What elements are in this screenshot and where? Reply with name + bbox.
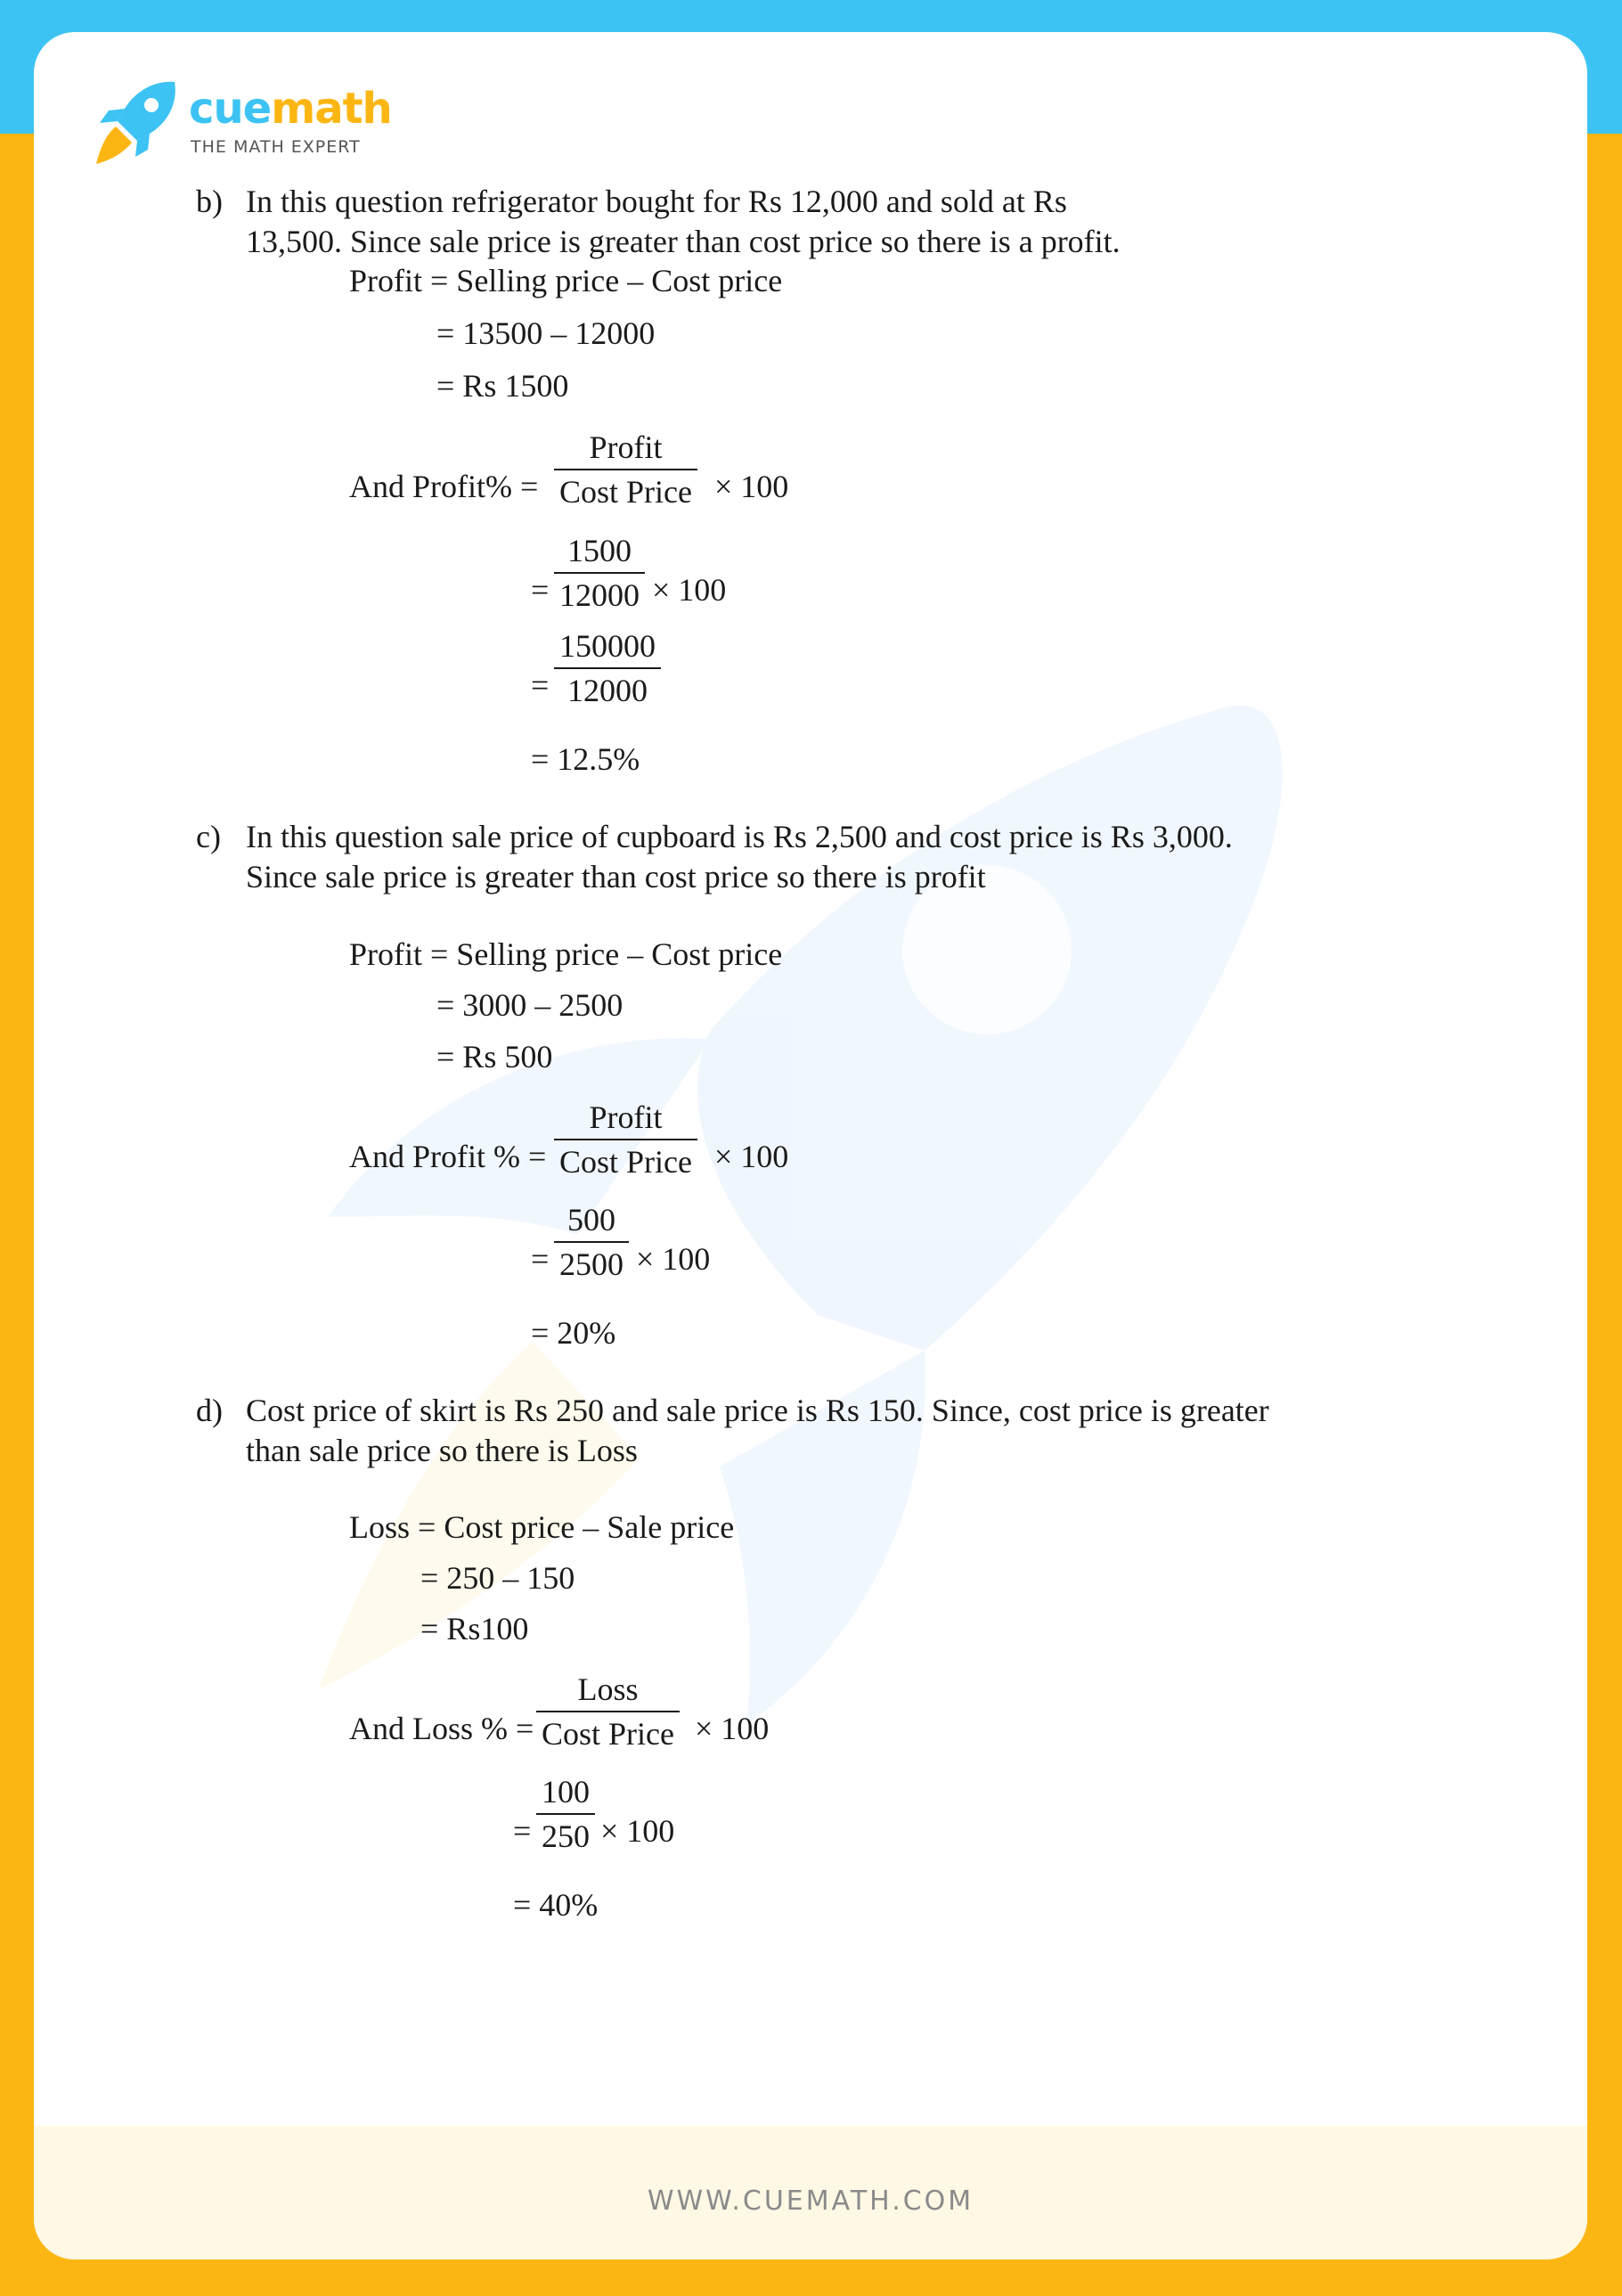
part-b-line1: In this question refrigerator bought for Rs 12,000 and sold at Rs bbox=[246, 184, 1067, 219]
part-c-result: = 20% bbox=[531, 1315, 616, 1351]
brand-name-part2: math bbox=[271, 84, 392, 134]
part-d-step2: = Rs100 bbox=[420, 1611, 529, 1646]
part-c-step3-fraction bbox=[554, 1202, 629, 1282]
part-d-marker: d) bbox=[196, 1393, 223, 1428]
footer-url: WWW.CUEMATH.COM bbox=[647, 2186, 974, 2217]
part-c-step3-equals: = bbox=[531, 1241, 550, 1277]
brand-wordmark bbox=[189, 84, 392, 134]
part-d-loss-formula: Loss = Cost price – Sale price bbox=[349, 1509, 735, 1545]
part-d-step3-equals: = bbox=[513, 1813, 532, 1849]
part-d-percent-multiplier: × 100 bbox=[695, 1711, 770, 1746]
part-d-step1: = 250 – 150 bbox=[420, 1560, 575, 1596]
part-b-step3-denominator: 12000 bbox=[559, 577, 640, 613]
part-c-percent-denominator: Cost Price bbox=[559, 1144, 692, 1180]
part-c-percent-multiplier: × 100 bbox=[714, 1139, 789, 1174]
brand-tagline: THE MATH EXPERT bbox=[191, 137, 361, 157]
footer-band bbox=[34, 2126, 1587, 2259]
part-c-percent-numerator: Profit bbox=[589, 1099, 663, 1135]
part-b-result: = 12.5% bbox=[531, 741, 640, 777]
part-d-percent-label: And Loss % = bbox=[349, 1711, 534, 1746]
part-d-step3-numerator: 100 bbox=[542, 1774, 590, 1810]
part-d-result: = 40% bbox=[513, 1887, 599, 1923]
part-c-profit-formula: Profit = Selling price – Cost price bbox=[349, 936, 783, 972]
part-c-step3-multiplier: × 100 bbox=[636, 1241, 711, 1277]
part-b-step4-equals: = bbox=[531, 667, 550, 703]
part-c-step1: = 3000 – 2500 bbox=[436, 987, 624, 1023]
part-b-step4-denominator: 12000 bbox=[567, 673, 648, 708]
part-d-line2: than sale price so there is Loss bbox=[246, 1433, 638, 1468]
rocket-watermark bbox=[34, 32, 1587, 2259]
part-d-step3-fraction bbox=[536, 1774, 595, 1854]
page-card bbox=[34, 32, 1587, 2259]
part-c-percent-label: And Profit % = bbox=[349, 1139, 547, 1174]
part-b-percent-multiplier: × 100 bbox=[714, 469, 789, 504]
part-c-percent-fraction bbox=[554, 1099, 697, 1180]
part-b-percent-label: And Profit% = bbox=[349, 469, 539, 504]
part-b-marker: b) bbox=[196, 184, 223, 219]
part-b-percent-denominator: Cost Price bbox=[559, 474, 692, 510]
part-c-step3-numerator: 500 bbox=[567, 1202, 615, 1238]
part-d-percent-fraction bbox=[536, 1671, 680, 1752]
part-c-marker: c) bbox=[196, 819, 221, 854]
part-b-percent-fraction bbox=[554, 429, 697, 510]
part-c-step2: = Rs 500 bbox=[436, 1039, 553, 1074]
part-c-line1: In this question sale price of cupboard is Rs 2,500 and cost price is Rs 3,000. bbox=[246, 819, 1233, 854]
part-b-step4-numerator: 150000 bbox=[559, 628, 656, 664]
brand-name-part1: cue bbox=[189, 84, 272, 134]
part-b-step3-fraction bbox=[554, 533, 645, 613]
part-c-line2: Since sale price is greater than cost price so there is profit bbox=[246, 859, 986, 895]
part-b-step4-fraction bbox=[554, 628, 661, 708]
rocket-logo-icon bbox=[93, 77, 182, 166]
part-b-step3-multiplier: × 100 bbox=[652, 572, 727, 608]
part-b-profit-formula: Profit = Selling price – Cost price bbox=[349, 263, 783, 298]
part-d-line1: Cost price of skirt is Rs 250 and sale price is Rs 150. Since, cost price is greater bbox=[246, 1393, 1269, 1428]
part-b-step3-numerator: 1500 bbox=[567, 533, 632, 568]
part-d-percent-denominator: Cost Price bbox=[542, 1716, 674, 1752]
part-b-step2: = Rs 1500 bbox=[436, 368, 569, 404]
part-d-step3-denominator: 250 bbox=[542, 1818, 590, 1854]
part-d-percent-numerator: Loss bbox=[577, 1671, 639, 1707]
part-b-step3-equals: = bbox=[531, 572, 550, 608]
part-b-line2: 13,500. Since sale price is greater than cost price so there is a profit. bbox=[246, 224, 1121, 259]
part-b-step1: = 13500 – 12000 bbox=[436, 315, 656, 351]
part-b-percent-numerator: Profit bbox=[589, 429, 663, 465]
part-d-step3-multiplier: × 100 bbox=[600, 1813, 675, 1849]
part-c-step3-denominator: 2500 bbox=[559, 1246, 624, 1282]
